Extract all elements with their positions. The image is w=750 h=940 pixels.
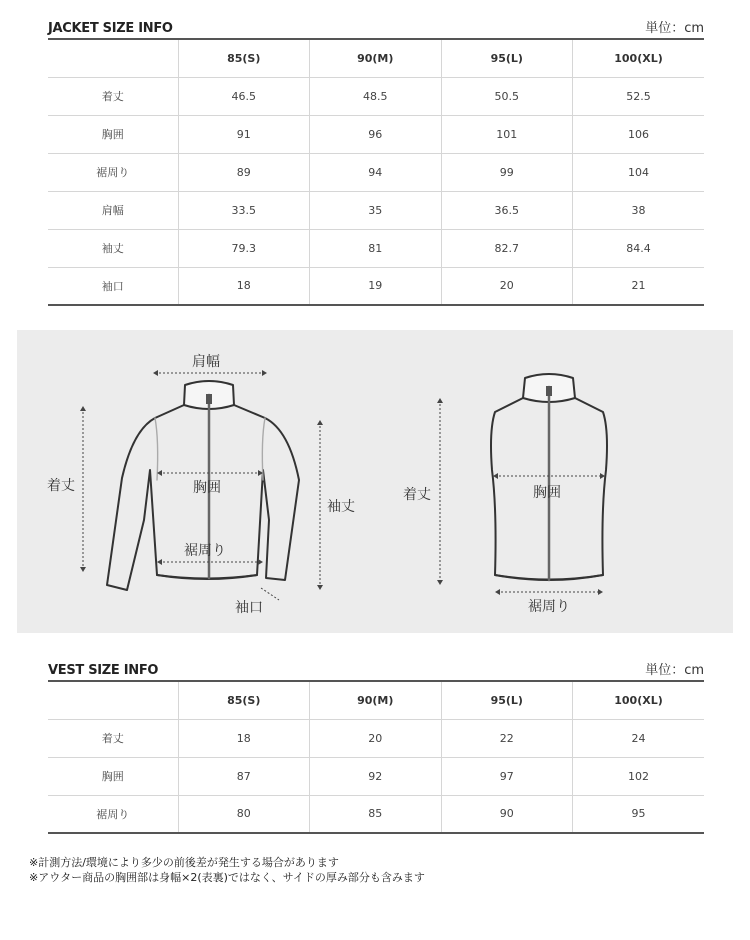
table-row: [48, 267, 704, 305]
table-cell: 24: [573, 719, 705, 757]
jacket-size-table: [48, 38, 704, 306]
table-cell: 38: [573, 191, 705, 229]
table-cell: 80: [178, 795, 310, 833]
table-cell: 79.3: [178, 229, 310, 267]
table-cell: 82.7: [441, 229, 573, 267]
row-label: 胸囲: [48, 757, 178, 795]
table-cell: 97: [441, 757, 573, 795]
header-cell: 85(S): [178, 681, 310, 719]
table-cell: 21: [573, 267, 705, 305]
row-label: 胸囲: [48, 115, 178, 153]
table-cell: 36.5: [441, 191, 573, 229]
table-row: [48, 795, 704, 833]
table-cell: 20: [441, 267, 573, 305]
table-cell: 81: [310, 229, 442, 267]
vest-hem-label: 裾周り: [528, 599, 570, 615]
table-cell: 87: [178, 757, 310, 795]
header-cell: [48, 681, 178, 719]
table-cell: 22: [441, 719, 573, 757]
table-row: [48, 229, 704, 267]
table-cell: 95: [573, 795, 705, 833]
vest-size-title: VEST SIZE INFO: [48, 663, 159, 678]
table-cell: 92: [310, 757, 442, 795]
table-cell: 85: [310, 795, 442, 833]
table-cell: 18: [178, 719, 310, 757]
table-cell: 48.5: [310, 77, 442, 115]
vest-size-table: [48, 680, 704, 834]
table-cell: 84.4: [573, 229, 705, 267]
vest-unit-label: 単位：cm: [645, 663, 704, 678]
row-label: 袖口: [101, 279, 124, 293]
measurement-notes: [29, 855, 425, 885]
row-label: 裾周り: [48, 153, 178, 191]
header-cell: 100(XL): [573, 681, 705, 719]
table-cell: 102: [573, 757, 705, 795]
table-cell: 94: [310, 153, 442, 191]
table-row: [48, 191, 704, 229]
vest-chest-label: 胸囲: [533, 485, 561, 501]
row-label: 肩幅: [48, 191, 178, 229]
table-cell: 99: [441, 153, 573, 191]
header-cell: 95(L): [441, 681, 573, 719]
table-cell: 106: [573, 115, 705, 153]
jacket-section-header: [48, 18, 704, 38]
note-line: ※計測方法/環境により多少の前後差が発生する場合があります: [29, 856, 339, 869]
row-label: 着丈: [48, 719, 178, 757]
header-cell: 85(S): [178, 39, 310, 77]
jacket-sleeve-label: 袖丈: [327, 499, 355, 515]
note-line: ※アウター商品の胸囲部は身幅×2(表裏)ではなく、サイドの厚み部分も含みます: [29, 871, 425, 884]
table-cell: 19: [310, 267, 442, 305]
table-row: [48, 77, 704, 115]
vest-section-header: [48, 660, 704, 680]
jacket-cuff-line: [261, 588, 279, 600]
header-cell: 95(L): [441, 39, 573, 77]
table-cell: 52.5: [573, 77, 705, 115]
header-cell: 100(XL): [573, 39, 705, 77]
table-row: [48, 757, 704, 795]
jacket-length-label: 着丈: [47, 478, 75, 494]
table-cell: 104: [573, 153, 705, 191]
header-cell: 90(M): [310, 681, 442, 719]
jacket-unit-label: 単位：cm: [645, 21, 704, 36]
jacket-hem-label: 裾周り: [184, 543, 226, 559]
row-label: 裾周り: [96, 807, 130, 821]
table-header-row: [48, 39, 704, 77]
table-cell: 18: [178, 267, 310, 305]
vest-illustration: [491, 374, 607, 580]
table-cell: 101: [441, 115, 573, 153]
table-cell: 46.5: [178, 77, 310, 115]
table-header-row: [48, 681, 704, 719]
table-cell: 50.5: [441, 77, 573, 115]
header-cell: [48, 39, 178, 77]
row-label: 着丈: [48, 77, 178, 115]
jacket-chest-label: 胸囲: [193, 480, 221, 496]
table-cell: 20: [310, 719, 442, 757]
row-label: 袖丈: [48, 229, 178, 267]
jacket-size-title: JACKET SIZE INFO: [48, 21, 173, 36]
table-row: [48, 153, 704, 191]
jacket-cuff-label: 袖口: [235, 600, 263, 616]
header-cell: 90(M): [310, 39, 442, 77]
table-row: [48, 719, 704, 757]
table-cell: 33.5: [178, 191, 310, 229]
table-cell: 91: [178, 115, 310, 153]
jacket-shoulder-label: 肩幅: [192, 354, 220, 370]
measurement-diagram: [17, 330, 733, 633]
table-cell: 90: [441, 795, 573, 833]
table-cell: 96: [310, 115, 442, 153]
table-cell: 89: [178, 153, 310, 191]
vest-length-label: 着丈: [403, 487, 431, 503]
table-cell: 35: [310, 191, 442, 229]
table-row: [48, 115, 704, 153]
